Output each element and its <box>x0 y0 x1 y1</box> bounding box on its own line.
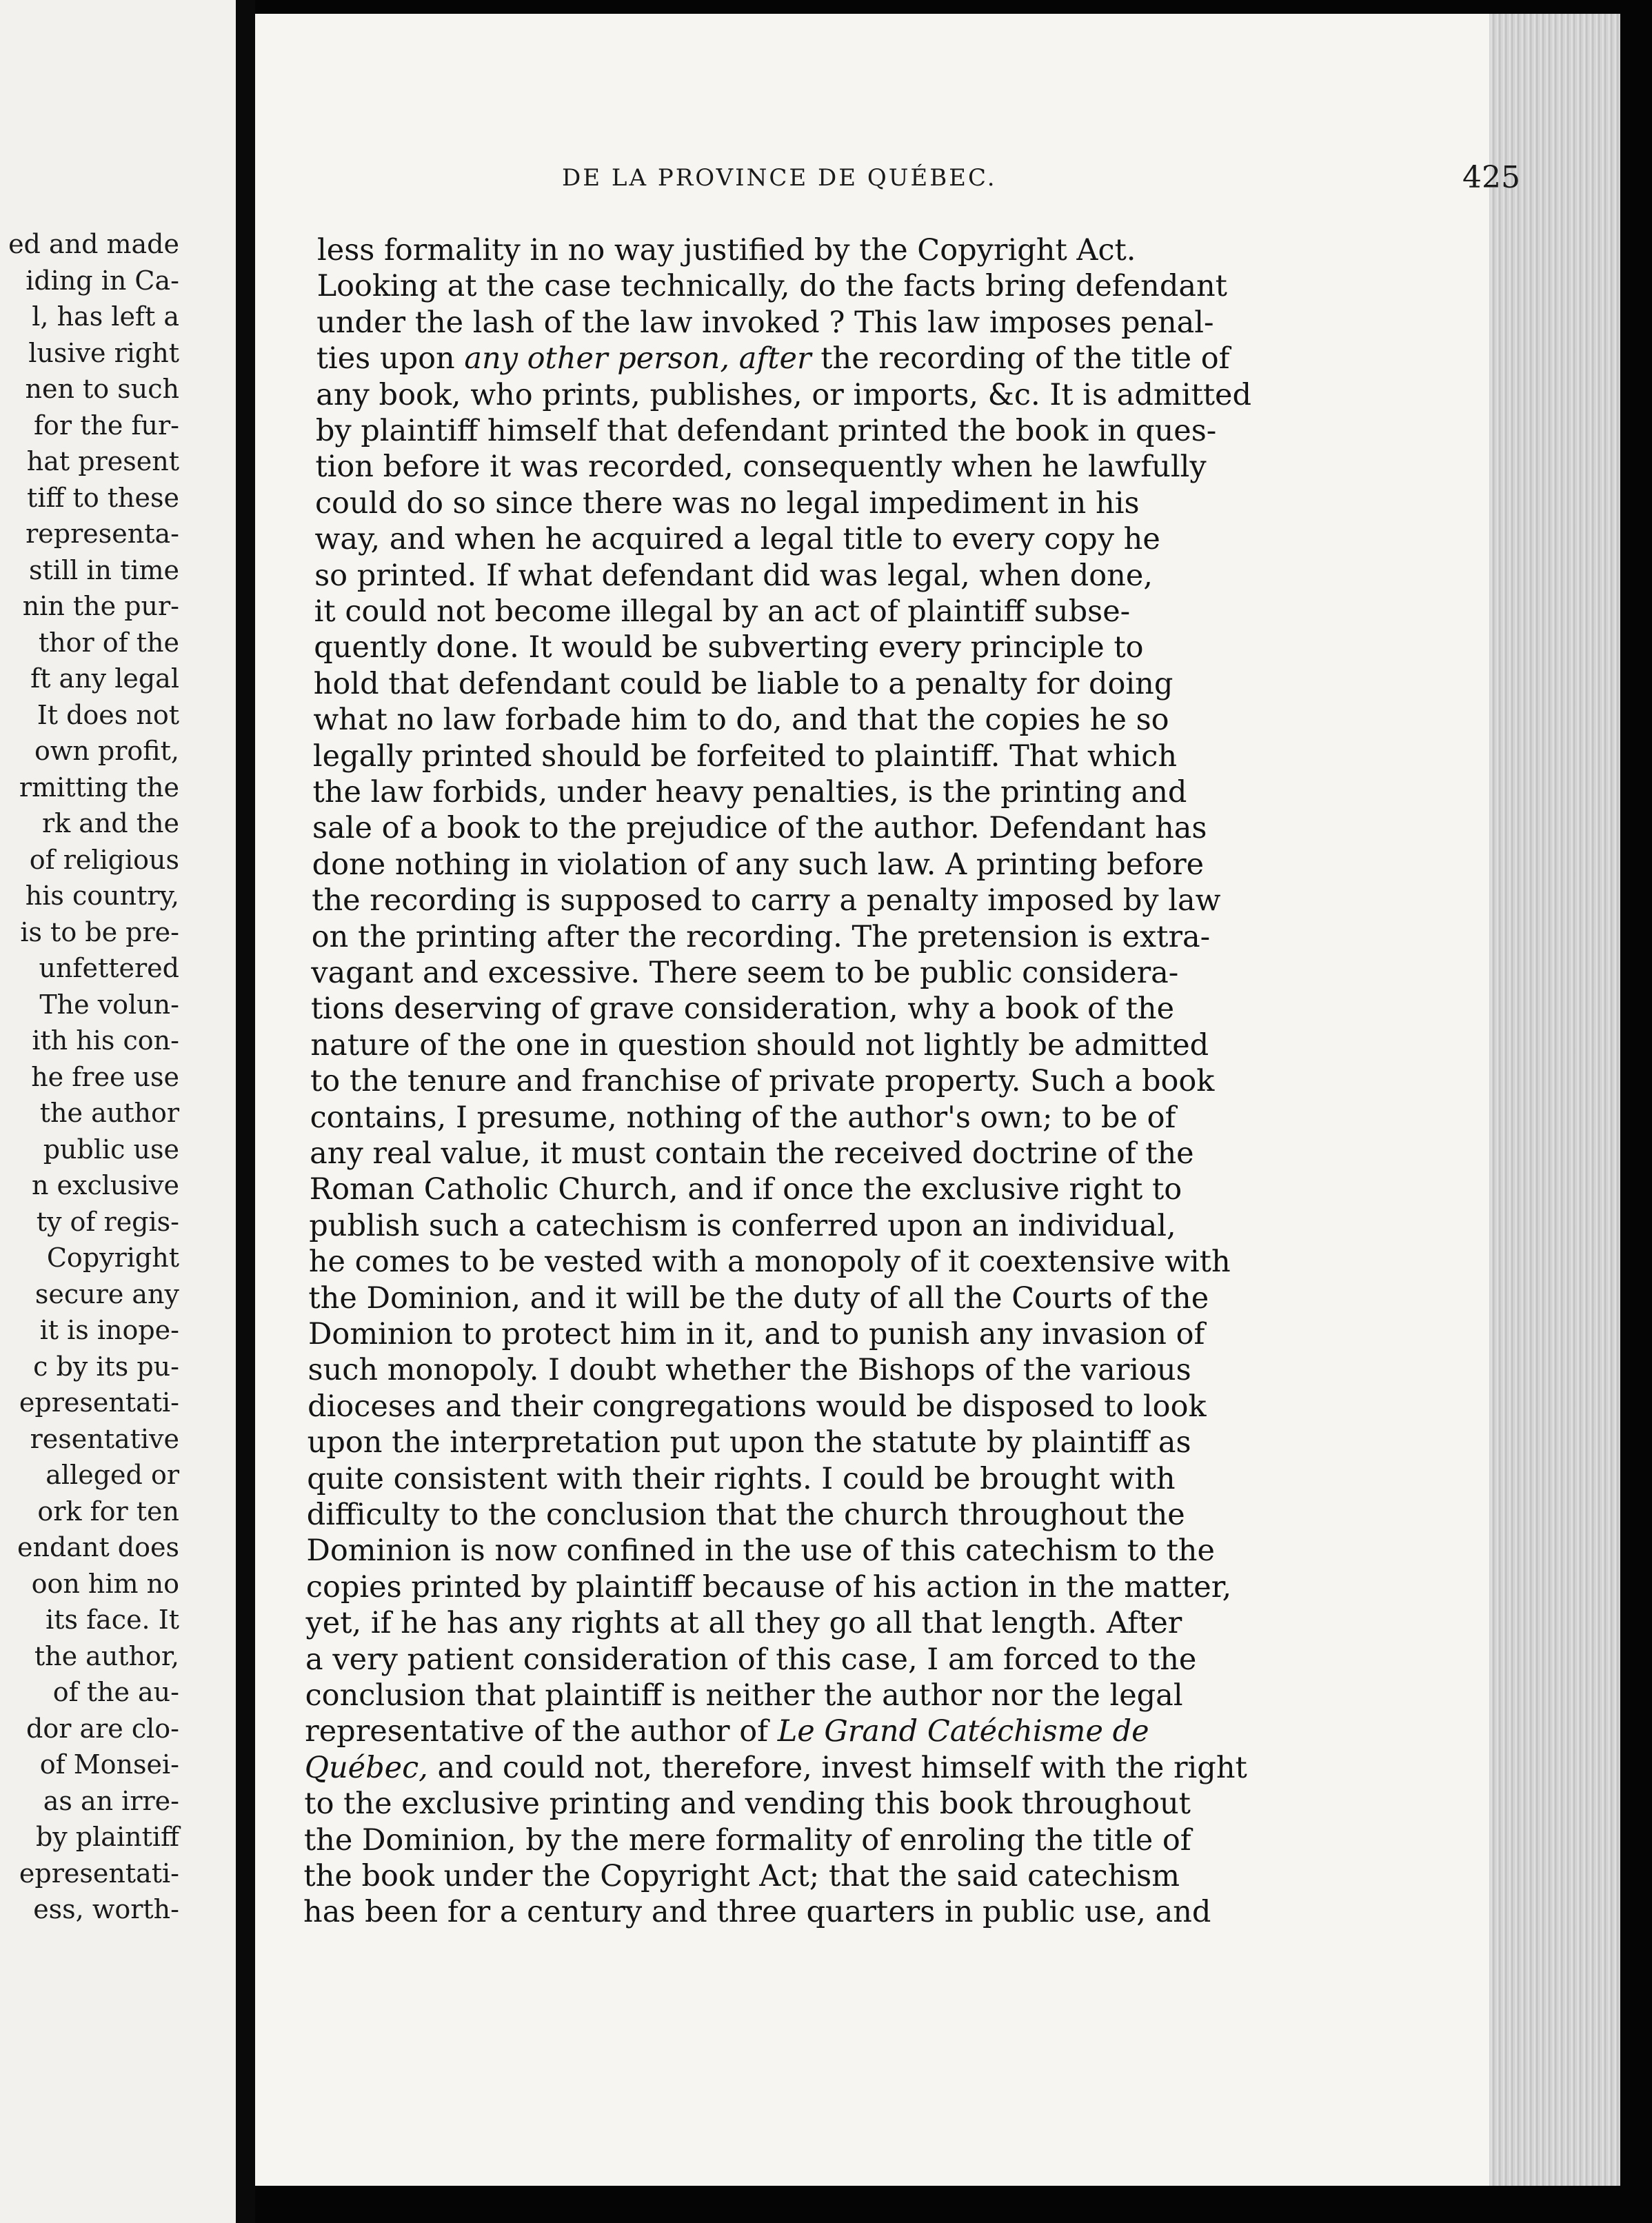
body-line: conclusion that plaintiff is neither the author nor the legal <box>305 1678 1183 1713</box>
body-line: less formality in no way justified by the Copyright Act. <box>317 233 1136 268</box>
left-page-line: ty of regis- <box>36 1206 179 1237</box>
body-line: Dominion to protect him in it, and to punish any invasion of <box>308 1317 1205 1351</box>
left-page-line: as an irre- <box>43 1785 179 1816</box>
body-line: Roman Catholic Church, and if once the exclusive right to <box>309 1172 1182 1207</box>
left-page-line: dor are clo- <box>26 1713 179 1744</box>
body-line: he comes to be vested with a monopoly of it coextensive with <box>308 1245 1231 1280</box>
body-line-text: representative of the author of <box>305 1714 778 1749</box>
body-line: under the lash of the law invoked ? This law imposes penal- <box>316 305 1214 340</box>
body-line: contains, I presume, nothing of the author's own; to be of <box>310 1100 1176 1135</box>
left-page-line: lusive right <box>28 337 179 368</box>
left-page-line: ith his con- <box>32 1025 179 1056</box>
body-line: done nothing in violation of any such law. A printing before <box>312 847 1205 882</box>
left-page-line: for the fur- <box>33 410 179 441</box>
body-line: Looking at the case technically, do the facts bring defendant <box>316 269 1227 304</box>
left-page-line: thor of the <box>38 627 179 658</box>
body-line: nature of the one in question should not lightly be admitted <box>310 1027 1209 1063</box>
left-page-line: its face. It <box>46 1605 179 1635</box>
right-page <box>255 14 1620 2186</box>
left-page-line: iding in Ca- <box>26 265 179 296</box>
left-page-line: own profit, <box>34 736 179 766</box>
page-number: 425 <box>1462 160 1520 195</box>
left-page-line: ft any legal <box>30 663 179 694</box>
body-line: the Dominion, by the mere formality of enroling the title of <box>303 1822 1191 1858</box>
body-line: the law forbids, under heavy penalties, is the printing and <box>312 775 1187 809</box>
left-page-line: hat present <box>26 446 179 476</box>
left-page-line: the author, <box>34 1640 179 1671</box>
body-line <box>305 1714 1149 1749</box>
left-page-line: of Monsei- <box>39 1749 179 1780</box>
body-line: to the exclusive printing and vending this book throughout <box>304 1787 1191 1822</box>
left-page-line: it is inope- <box>39 1315 179 1345</box>
left-page-line: rk and the <box>41 808 179 838</box>
body-line: could do so since there was no legal impediment in his <box>314 485 1140 521</box>
body-line: legally printed should be forfeited to plaintiff. That which <box>312 738 1178 774</box>
left-page-line: l, has left a <box>32 301 179 332</box>
body-line <box>316 341 1230 376</box>
body-line: vagant and excessive. There seem to be public considera- <box>311 956 1179 990</box>
body-line: the recording is supposed to carry a penalty imposed by law <box>312 883 1221 918</box>
body-line: hold that defendant could be liable to a penalty for doing <box>313 666 1173 701</box>
left-page-line: rmitting the <box>19 772 179 803</box>
body-line: way, and when he acquired a legal title to every copy he <box>314 522 1160 557</box>
left-page-line: epresentati- <box>19 1387 179 1418</box>
body-line: on the printing after the recording. The pretension is extra- <box>311 919 1211 954</box>
body-line-text: ties upon <box>316 341 465 376</box>
body-line: sale of a book to the prejudice of the author. Defendant has <box>312 811 1207 846</box>
left-page-line: representa- <box>26 519 179 549</box>
left-page-line: It does not <box>37 699 179 730</box>
body-line: to the tenure and franchise of private property. Such a book <box>310 1064 1215 1099</box>
left-page-line: endant does <box>17 1532 179 1562</box>
body-line: a very patient consideration of this case, I am forced to the <box>305 1642 1197 1677</box>
left-page-line: his country, <box>25 881 179 911</box>
left-page-line: public use <box>43 1134 179 1165</box>
body-line: any real value, it must contain the received doctrine of the <box>310 1136 1194 1171</box>
body-line: it could not become illegal by an act of plaintiff subse- <box>314 594 1131 629</box>
left-page-line: alleged or <box>46 1460 179 1490</box>
body-line-text: and could not, therefore, invest himself with the right <box>427 1750 1247 1785</box>
left-page-line: secure any <box>34 1278 179 1309</box>
left-page-line: he free use <box>31 1061 179 1092</box>
body-line: tions deserving of grave consideration, why a book of the <box>310 992 1175 1027</box>
left-page-line: epresentati- <box>19 1858 179 1889</box>
left-page-line: nen to such <box>25 374 179 404</box>
left-page-line: oon him no <box>31 1568 179 1599</box>
left-page-line: resentative <box>30 1423 179 1454</box>
body-line: yet, if he has any rights at all they go all that length. After <box>305 1606 1182 1641</box>
running-head: DE LA PROVINCE DE QUÉBEC. <box>562 164 997 192</box>
body-line: has been for a century and three quarters in public use, and <box>303 1895 1211 1930</box>
book-gutter <box>236 0 255 2223</box>
body-line: tion before it was recorded, consequently when he lawfully <box>315 450 1207 485</box>
body-line: the book under the Copyright Act; that the said catechism <box>303 1859 1180 1893</box>
left-page-line: by plaintiff <box>35 1822 179 1852</box>
left-page-line: ork for ten <box>37 1496 179 1527</box>
body-text <box>255 14 1620 2186</box>
body-line: so printed. If what defendant did was legal, when done, <box>314 558 1153 593</box>
body-line-text: the recording of the title of <box>811 341 1230 376</box>
body-line: Dominion is now confined in the use of this catechism to the <box>306 1533 1215 1569</box>
body-line: difficulty to the conclusion that the church throughout the <box>306 1498 1185 1532</box>
left-page-line: still in time <box>29 554 179 585</box>
left-page-line: ed and made <box>8 229 179 259</box>
body-line: what no law forbade him to do, and that the copies he so <box>313 703 1169 738</box>
left-page-line: n exclusive <box>32 1170 179 1200</box>
left-page-line: ess, worth- <box>33 1894 179 1924</box>
body-line <box>305 1751 1247 1785</box>
italic-phrase: Québec, <box>304 1750 428 1785</box>
body-line: the Dominion, and it will be the duty of all the Courts of the <box>308 1280 1209 1316</box>
left-page-line: Copyright <box>46 1243 179 1273</box>
left-page-line: is to be pre- <box>20 916 179 947</box>
body-line: quite consistent with their rights. I could be brought with <box>307 1461 1176 1496</box>
body-line: copies printed by plaintiff because of his action in the matter, <box>305 1569 1232 1605</box>
body-line: dioceses and their congregations would be disposed to look <box>308 1389 1207 1424</box>
left-page-line: the author <box>39 1098 179 1128</box>
left-page-line: unfettered <box>39 953 179 983</box>
body-line: such monopoly. I doubt whether the Bishops of the various <box>308 1353 1191 1388</box>
left-page-line: c by its pu- <box>33 1351 179 1382</box>
left-page-line: of the au- <box>52 1677 179 1707</box>
left-page-line: The volun- <box>39 989 179 1020</box>
body-line: upon the interpretation put upon the statute by plaintiff as <box>307 1425 1191 1460</box>
italic-phrase: Le Grand Catéchisme de <box>777 1714 1149 1749</box>
body-line: by plaintiff himself that defendant printed the book in ques- <box>315 414 1217 448</box>
body-line: any book, who prints, publishes, or imports, &c. It is admitted <box>316 377 1251 412</box>
left-page-line: tiff to these <box>27 482 179 513</box>
left-page <box>0 0 236 2223</box>
body-line: publish such a catechism is conferred upon an individual, <box>309 1208 1176 1243</box>
body-line: quently done. It would be subverting every principle to <box>314 630 1144 665</box>
left-page-line: of religious <box>29 844 179 875</box>
italic-phrase: any other person, after <box>464 341 812 376</box>
left-page-line: nin the pur- <box>22 591 179 621</box>
